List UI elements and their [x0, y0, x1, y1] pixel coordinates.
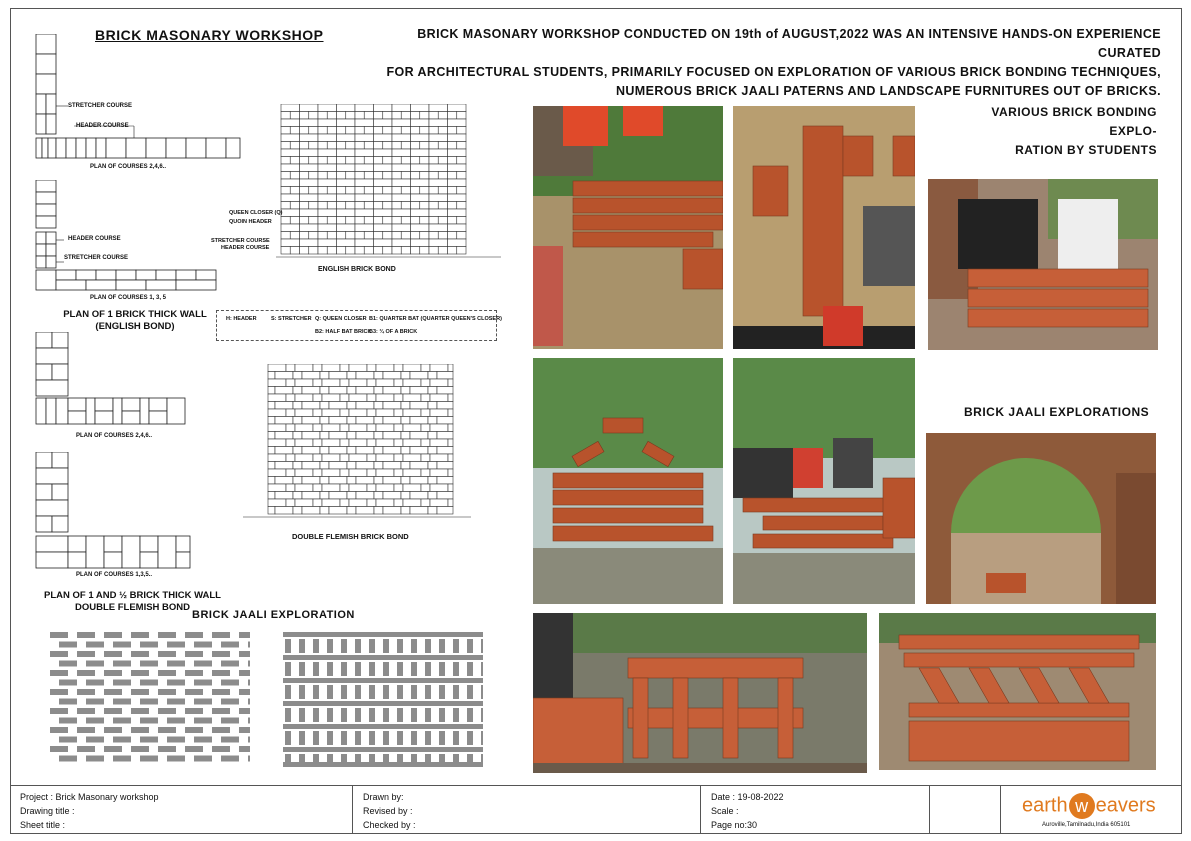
jaali-pattern-2: [283, 632, 483, 767]
label-english-brick-bond: ENGLISH BRICK BOND: [318, 266, 396, 273]
legend-three-quarter: B3: ¾ OF A BRICK: [369, 329, 418, 335]
bonding-heading-line-1: VARIOUS BRICK BONDING EXPLO-: [991, 105, 1157, 138]
bonding-heading-line-2: RATION BY STUDENTS: [1015, 143, 1157, 157]
footer-checked-by: Checked by :: [363, 820, 416, 830]
legend-stretcher: S: STRETCHER: [271, 316, 312, 322]
intro-line-1: BRICK MASONARY WORKSHOP CONDUCTED ON 19th of AUGUST,2022 WAS AN INTENSIVE HANDS-ON EXPERIENCE CURATED: [417, 27, 1161, 60]
photo-bonding-2: [733, 106, 915, 349]
label-plan-courses-135-b: PLAN OF COURSES 1,3,5..: [76, 572, 153, 578]
english-plan-135-drawing: [34, 180, 224, 295]
intro-line-2: FOR ARCHITECTURAL STUDENTS, PRIMARILY FOCUSED ON EXPLORATION OF VARIOUS BRICK BONDING TECHNIQUES,: [386, 65, 1161, 79]
footer-drawing-title: Drawing title :: [20, 806, 75, 816]
label-header-course-3: HEADER COURSE: [221, 245, 270, 251]
logo-text-eavers: eavers: [1095, 794, 1156, 817]
legend-half-bat: B2: HALF BAT BRICK: [315, 329, 372, 335]
label-stretcher-course-1: STRETCHER COURSE: [68, 103, 133, 109]
legend-queen-closer: Q: QUEEN CLOSER: [315, 316, 367, 322]
photo-furniture-1: [533, 613, 867, 773]
bonding-photos-heading: [943, 103, 1157, 160]
intro-paragraph: [361, 25, 1161, 101]
jaali-photos-heading: BRICK JAALI EXPLORATIONS: [964, 405, 1150, 419]
logo-text-earth: earth: [1022, 794, 1068, 817]
jaali-exploration-title: BRICK JAALI EXPLORATION: [192, 609, 355, 621]
flemish-plan-title-line-2: DOUBLE FLEMISH BOND: [74, 602, 191, 613]
footer-drawn-by: Drawn by:: [363, 792, 404, 802]
english-plan-title-line-1: PLAN OF 1 BRICK THICK WALL: [63, 309, 207, 320]
label-header-course-1: HEADER COURSE: [76, 123, 129, 129]
footer-date: Date : 19-08-2022: [711, 792, 784, 802]
footer-revised-by: Revised by :: [363, 806, 413, 816]
label-quoin-header: QUOIN HEADER: [229, 219, 272, 225]
footer-project: Project : Brick Masonary workshop: [20, 792, 159, 802]
label-stretcher-course-3: STRETCHER COURSE: [211, 238, 270, 244]
label-stretcher-course-2: STRETCHER COURSE: [64, 255, 129, 261]
english-plan-246-drawing: [34, 34, 244, 164]
photo-furniture-2: [879, 613, 1156, 770]
label-plan-courses-135-a: PLAN OF COURSES 1, 3, 5: [90, 295, 167, 301]
logo-w-circle: w: [1069, 793, 1095, 819]
label-header-course-2: HEADER COURSE: [68, 236, 121, 242]
photo-bonding-1: [533, 106, 723, 349]
jaali-pattern-1: [50, 632, 250, 767]
label-double-flemish-bond: DOUBLE FLEMISH BRICK BOND: [292, 532, 409, 541]
photo-jaali-1: [533, 358, 723, 604]
photo-jaali-3: [926, 433, 1156, 604]
legend-quarter-bat: B1: QUARTER BAT (QUARTER QUEEN'S CLOSER): [369, 316, 502, 322]
english-plan-title-line-2: (ENGLISH BOND): [95, 321, 175, 332]
intro-line-3: NUMEROUS BRICK JAALI PATERNS AND LANDSCAPE FURNITURES OUT OF BRICKS.: [615, 84, 1161, 98]
logo-address: Auroville,Tamilnadu,India 605101: [1042, 822, 1131, 828]
title-block: [10, 785, 1182, 835]
sheet-main-title: BRICK MASONARY WORKSHOP: [95, 27, 324, 43]
english-plan-title: [45, 309, 225, 333]
footer-page-no: Page no:30: [711, 820, 758, 830]
photo-jaali-2: [733, 358, 915, 604]
label-queen-closer: QUEEN CLOSER (Q): [229, 210, 283, 216]
label-plan-courses-246-b: PLAN OF COURSES 2,4,6..: [76, 433, 153, 439]
english-bond-elevation: [276, 104, 501, 264]
earthweavers-logo: [1022, 793, 1156, 819]
double-flemish-elevation: [243, 364, 473, 526]
footer-scale: Scale :: [711, 806, 739, 816]
flemish-plan-135-drawing: [34, 452, 194, 570]
photo-bonding-3: [928, 179, 1158, 350]
label-plan-courses-246-a: PLAN OF COURSES 2,4,6..: [90, 164, 167, 170]
legend-header: H: HEADER: [226, 316, 257, 322]
legend-box: [216, 310, 502, 341]
footer-sheet-title: Sheet title :: [20, 820, 66, 830]
flemish-plan-title-line-1: PLAN OF 1 AND ½ BRICK THICK WALL: [44, 590, 221, 601]
flemish-plan-246-drawing: [34, 332, 189, 432]
